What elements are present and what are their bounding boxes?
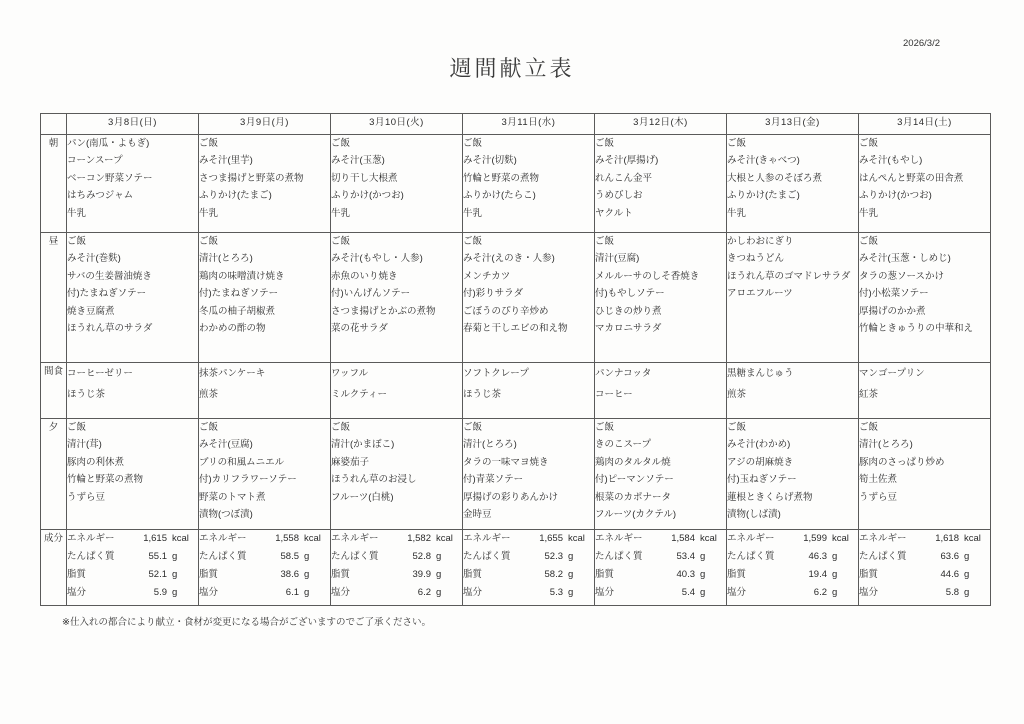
nutrition-line [727,566,858,584]
menu-item: フルーツ(カクテル) [595,509,677,521]
menu-item: れんこん金平 [595,172,653,184]
menu-item: 付)カリフラワーソテー [199,474,297,486]
menu-item: フルーツ(白桃) [331,491,394,503]
nutrition-unit: g [568,551,574,562]
menu-item: タラの葱ソースかけ [859,270,945,282]
nutrition-value: 46.3 [808,551,827,562]
menu-item: ご飯 [859,422,879,433]
menu-item: ほうれん草のサラダ [67,323,153,335]
nutrition-unit: g [568,569,574,580]
menu-item: みそ汁(玉葱) [331,155,385,167]
nutrition-unit: g [304,569,310,580]
meal-row-dinner [41,419,991,530]
menu-item: 付)彩りサラダ [463,288,524,300]
row-label-lunch: 昼 [41,233,67,363]
menu-item: 付)ピーマンソテー [595,474,674,486]
nutrition-line [331,584,462,602]
menu-item: ワッフル [331,368,369,379]
menu-item: 冬瓜の柚子胡椒煮 [199,305,276,317]
nutrition-value: 1,618 [935,533,959,544]
menu-item: きつねうどん [727,253,785,265]
nutrition-line [859,584,990,602]
day-header: 3月8日(日) [67,114,199,135]
nutrition-value: 40.3 [676,569,695,580]
breakfast-cell [331,135,463,233]
nutrition-unit: kcal [304,533,321,544]
snack-cell [199,363,331,419]
menu-item: みそ汁(えのき・人参) [463,253,555,265]
breakfast-cell [199,135,331,233]
nutrition-line [859,530,990,548]
menu-item: わかめの酢の物 [199,323,266,335]
menu-item: ご飯 [463,236,483,247]
nutrition-label: 脂質 [331,569,351,580]
nutrition-cell [199,530,331,606]
page-title: 週間献立表 [449,56,575,81]
nutrition-unit: g [832,569,838,580]
dinner-cell [199,419,331,530]
menu-item: ご飯 [67,236,87,247]
nutrition-unit: g [436,551,442,562]
nutrition-line [463,566,594,584]
menu-item: パン(南瓜・よもぎ) [67,138,150,149]
row-label-snack: 間食 [41,363,67,419]
nutrition-value: 55.1 [148,551,167,562]
menu-item: ご飯 [595,422,615,433]
menu-item: 清汁(とろろ) [859,439,913,451]
nutrition-line [595,548,726,566]
menu-item: 大根と人参のそぼろ煮 [727,172,823,184]
menu-item: ほうじ茶 [67,389,106,400]
nutrition-label: 塩分 [859,587,879,598]
menu-item: みそ汁(里芋) [199,155,253,167]
lunch-cell [595,233,727,363]
nutrition-value: 6.2 [417,587,431,598]
menu-item: 黒糖まんじゅう [727,368,794,379]
menu-item: ご飯 [331,422,351,433]
day-header: 3月11日(水) [463,114,595,135]
nutrition-label: 脂質 [727,569,747,580]
menu-item: ご飯 [331,236,351,247]
nutrition-label: たんぱく質 [331,551,379,562]
nutrition-value: 5.3 [549,587,563,598]
nutrition-unit: g [700,587,706,598]
nutrition-value: 63.6 [940,551,959,562]
menu-item: 煎茶 [727,389,747,400]
menu-item: ベーコン野菜ソテー [67,172,153,184]
menu-item: 清汁(茸) [67,439,102,451]
day-header: 3月12日(木) [595,114,727,135]
menu-item: メンチカツ [463,270,511,282]
menu-item: コーンスープ [67,155,123,167]
nutrition-cell [331,530,463,606]
menu-item: 切り干し大根煮 [331,172,398,184]
nutrition-value: 6.2 [813,587,827,598]
row-label-nutrition: 成分 [41,530,67,606]
menu-item: ほうれん草のお浸し [331,474,417,486]
menu-item: 抹茶パンケーキ [199,368,266,379]
menu-item: うずら豆 [859,491,898,503]
lunch-cell [331,233,463,363]
menu-item: マカロニサラダ [595,323,662,335]
menu-item: みそ汁(玉葱・しめじ) [859,253,951,265]
menu-item: みそ汁(もやし・人参) [331,253,423,265]
nutrition-line [199,584,330,602]
lunch-cell [67,233,199,363]
nutrition-label: エネルギー [463,533,511,544]
nutrition-value: 5.4 [681,587,695,598]
menu-item: ご飯 [199,422,219,433]
menu-item: ふりかけ(かつお) [859,190,932,202]
menu-item: ソフトクレープ [463,368,529,379]
menu-item: ご飯 [199,138,219,149]
nutrition-unit: g [304,551,310,562]
nutrition-unit: g [832,587,838,598]
menu-item: 付)小松菜ソテー [859,288,929,300]
nutrition-line [859,548,990,566]
menu-item: みそ汁(豆腐) [199,439,253,451]
menu-item: 焼き豆腐煮 [67,305,115,317]
nutrition-unit: g [436,587,442,598]
breakfast-cell [67,135,199,233]
weekly-menu-table [40,113,991,606]
menu-item: 竹輪と野菜の煮物 [463,172,540,184]
nutrition-value: 52.8 [412,551,431,562]
nutrition-line [331,530,462,548]
menu-item: 筍土佐煮 [859,474,898,486]
nutrition-label: たんぱく質 [859,551,907,562]
nutrition-label: 脂質 [595,569,615,580]
dinner-cell [595,419,727,530]
menu-item: 牛乳 [199,207,219,219]
nutrition-value: 1,584 [671,533,695,544]
nutrition-row [41,530,991,606]
menu-item: メルルーサのしそ香焼き [595,270,700,282]
menu-item: みそ汁(巻麩) [67,253,121,265]
nutrition-line [67,566,198,584]
nutrition-unit: kcal [832,533,849,544]
nutrition-value: 39.9 [412,569,431,580]
menu-item: 漬物(しば漬) [727,509,781,521]
nutrition-label: たんぱく質 [67,551,115,562]
menu-item: 赤魚のいり焼き [331,270,398,282]
menu-item: 厚揚げの彩りあんかけ [463,491,559,503]
nutrition-value: 1,615 [143,533,167,544]
nutrition-line [67,584,198,602]
nutrition-value: 58.5 [280,551,299,562]
menu-item: うめびしお [595,190,643,202]
nutrition-unit: kcal [964,533,981,544]
menu-item: コーヒー [595,389,633,400]
header-row [41,114,991,135]
menu-item: ひじきの炒り煮 [595,305,662,317]
nutrition-line [859,566,990,584]
nutrition-value: 1,599 [803,533,827,544]
menu-item: ご飯 [727,422,747,433]
nutrition-label: 塩分 [595,587,615,598]
breakfast-cell [595,135,727,233]
nutrition-label: エネルギー [331,533,379,544]
breakfast-cell [727,135,859,233]
nutrition-unit: g [436,569,442,580]
nutrition-label: エネルギー [199,533,247,544]
nutrition-line [463,530,594,548]
nutrition-unit: g [964,587,970,598]
menu-item: ふりかけ(たまご) [199,190,272,202]
nutrition-label: 脂質 [199,569,219,580]
snack-cell [727,363,859,419]
menu-item: 付)たまねぎソテー [199,288,279,300]
nutrition-unit: g [700,551,706,562]
nutrition-label: たんぱく質 [727,551,775,562]
nutrition-value: 1,655 [539,533,563,544]
nutrition-cell [67,530,199,606]
nutrition-cell [727,530,859,606]
menu-item: 清汁(豆腐) [595,253,640,265]
menu-item: はちみつジャム [67,190,134,202]
corner-cell [41,114,67,135]
nutrition-line [199,566,330,584]
menu-item: 豚肉の利休煮 [67,456,125,468]
dinner-cell [463,419,595,530]
nutrition-unit: g [172,569,178,580]
menu-item: 野菜のトマト煮 [199,491,266,503]
nutrition-label: エネルギー [859,533,907,544]
nutrition-label: たんぱく質 [199,551,247,562]
nutrition-unit: g [568,587,574,598]
menu-item: 春菊と干しエビの和え物 [463,323,568,335]
nutrition-value: 1,582 [407,533,431,544]
menu-item: 金時豆 [463,509,492,521]
menu-item: ほうれん草のゴマドレサラダ [727,270,851,282]
nutrition-value: 44.6 [940,569,959,580]
menu-item: ミルクティー [331,389,388,400]
menu-item: みそ汁(わかめ) [727,439,791,451]
nutrition-label: エネルギー [595,533,643,544]
menu-item: 根菜のカポナータ [595,491,672,503]
nutrition-line [463,548,594,566]
menu-item: ご飯 [331,138,351,149]
meal-row-breakfast [41,135,991,233]
nutrition-label: 塩分 [331,587,351,598]
menu-item: はんぺんと野菜の田舎煮 [859,172,964,184]
nutrition-value: 19.4 [808,569,827,580]
nutrition-value: 5.8 [945,587,959,598]
nutrition-unit: g [964,569,970,580]
snack-cell [859,363,991,419]
breakfast-cell [463,135,595,233]
meal-row-snack [41,363,991,419]
menu-item: みそ汁(もやし) [859,155,923,167]
nutrition-line [463,584,594,602]
nutrition-value: 58.2 [544,569,563,580]
menu-item: 煎茶 [199,389,219,400]
menu-item: ご飯 [199,236,219,247]
menu-item: さつま揚げと野菜の煮物 [199,172,304,184]
nutrition-line [595,530,726,548]
nutrition-line [199,530,330,548]
nutrition-value: 53.4 [676,551,695,562]
menu-item: ご飯 [859,138,879,149]
menu-item: 牛乳 [463,207,483,219]
nutrition-value: 1,558 [275,533,299,544]
dinner-cell [67,419,199,530]
row-label-dinner: 夕 [41,419,67,530]
nutrition-unit: g [304,587,310,598]
menu-table-body [41,135,991,606]
nutrition-value: 52.1 [148,569,167,580]
lunch-cell [463,233,595,363]
menu-item: 厚揚げのかか煮 [859,305,926,317]
menu-item: 清汁(とろろ) [199,253,253,265]
menu-item: コーヒーゼリー [67,368,133,379]
menu-item: ブリの和風ムニエル [199,456,285,468]
nutrition-unit: g [172,551,178,562]
nutrition-value: 52.3 [544,551,563,562]
nutrition-value: 5.9 [153,587,167,598]
nutrition-line [727,584,858,602]
menu-item: 付)たまねぎソテー [67,288,147,300]
nutrition-label: エネルギー [67,533,115,544]
menu-item: 紅茶 [859,389,879,400]
lunch-cell [859,233,991,363]
menu-item: 付)もやしソテー [595,288,665,300]
nutrition-line [331,566,462,584]
nutrition-unit: g [700,569,706,580]
nutrition-label: 塩分 [727,587,747,598]
nutrition-cell [595,530,727,606]
menu-item: 牛乳 [331,207,351,219]
nutrition-line [595,584,726,602]
day-header: 3月9日(月) [199,114,331,135]
menu-item: ご飯 [463,138,483,149]
menu-item: ごぼうのぴり辛炒め [463,305,549,317]
menu-item: 付)いんげんソテー [331,288,411,300]
menu-item: ほうじ茶 [463,389,502,400]
menu-item: 付)玉ねぎソテー [727,474,797,486]
menu-item: ふりかけ(たらこ) [463,190,536,202]
menu-item: 蓮根ときくらげ煮物 [727,491,813,503]
menu-item: きのこスープ [595,439,652,451]
nutrition-label: 塩分 [67,587,87,598]
menu-item: みそ汁(切麩) [463,155,517,167]
footnote: ※仕入れの都合により献立・食材が変更になる場合がございますのでご了承ください。 [62,617,431,628]
menu-item: ご飯 [859,236,879,247]
day-header: 3月13日(金) [727,114,859,135]
menu-item: 清汁(とろろ) [463,439,517,451]
nutrition-label: 脂質 [67,569,87,580]
nutrition-label: 塩分 [199,587,219,598]
nutrition-unit: g [172,587,178,598]
nutrition-cell [463,530,595,606]
nutrition-line [67,530,198,548]
menu-item: ふりかけ(かつお) [331,190,404,202]
lunch-cell [727,233,859,363]
menu-item: 牛乳 [859,207,879,219]
nutrition-value: 6.1 [285,587,299,598]
nutrition-label: エネルギー [727,533,775,544]
day-header: 3月14日(土) [859,114,991,135]
menu-item: マンゴープリン [859,368,925,379]
menu-item: 牛乳 [67,207,87,219]
nutrition-unit: kcal [436,533,453,544]
nutrition-unit: g [964,551,970,562]
menu-item: ご飯 [595,236,615,247]
nutrition-line [727,548,858,566]
menu-item: パンナコッタ [595,368,652,379]
nutrition-label: 塩分 [463,587,483,598]
menu-item: 麻婆茄子 [331,456,370,468]
nutrition-unit: g [832,551,838,562]
menu-item: 鶏肉のタルタル焼 [595,456,671,468]
menu-item: アロエフルーツ [727,288,793,300]
nutrition-unit: kcal [568,533,585,544]
menu-item: 清汁(かまぼこ) [331,439,395,451]
snack-cell [331,363,463,419]
menu-item: ご飯 [463,422,483,433]
menu-item: 竹輪ときゅうりの中華和え [859,323,974,335]
lunch-cell [199,233,331,363]
menu-item: かしわおにぎり [727,236,794,247]
snack-cell [595,363,727,419]
menu-item: 豚肉のさっぱり炒め [859,456,945,468]
nutrition-label: 脂質 [463,569,483,580]
menu-item: ご飯 [67,422,87,433]
menu-item: タラの一味マヨ焼き [463,456,549,468]
menu-item: うずら豆 [67,491,106,503]
nutrition-value: 38.6 [280,569,299,580]
nutrition-line [727,530,858,548]
nutrition-label: たんぱく質 [595,551,643,562]
menu-item: 竹輪と野菜の煮物 [67,474,144,486]
meal-row-lunch [41,233,991,363]
nutrition-line [199,548,330,566]
nutrition-line [595,566,726,584]
day-header: 3月10日(火) [331,114,463,135]
nutrition-label: 脂質 [859,569,879,580]
menu-item: 鶏肉の味噌漬け焼き [199,270,285,282]
nutrition-cell [859,530,991,606]
menu-item: みそ汁(きゃべつ) [727,155,800,167]
nutrition-line [331,548,462,566]
breakfast-cell [859,135,991,233]
menu-item: 漬物(つぼ漬) [199,509,253,521]
menu-item: さつま揚げとかぶの煮物 [331,305,436,317]
menu-item: 付)青菜ソテー [463,474,524,486]
snack-cell [463,363,595,419]
menu-item: ふりかけ(たまご) [727,190,800,202]
dinner-cell [331,419,463,530]
nutrition-unit: kcal [700,533,717,544]
dinner-cell [859,419,991,530]
menu-item: サバの生姜醤油焼き [67,270,152,282]
snack-cell [67,363,199,419]
nutrition-unit: kcal [172,533,189,544]
menu-item: みそ汁(厚揚げ) [595,155,659,167]
dinner-cell [727,419,859,530]
menu-item: 菜の花サラダ [331,323,388,335]
menu-item: ご飯 [595,138,615,149]
nutrition-line [67,548,198,566]
row-label-breakfast: 朝 [41,135,67,233]
nutrition-label: たんぱく質 [463,551,511,562]
menu-item: ヤクルト [595,207,633,219]
menu-item: ご飯 [727,138,747,149]
menu-item: アジの胡麻焼き [727,456,794,468]
document-date: 2026/3/2 [903,38,940,49]
menu-item: 牛乳 [727,207,747,219]
